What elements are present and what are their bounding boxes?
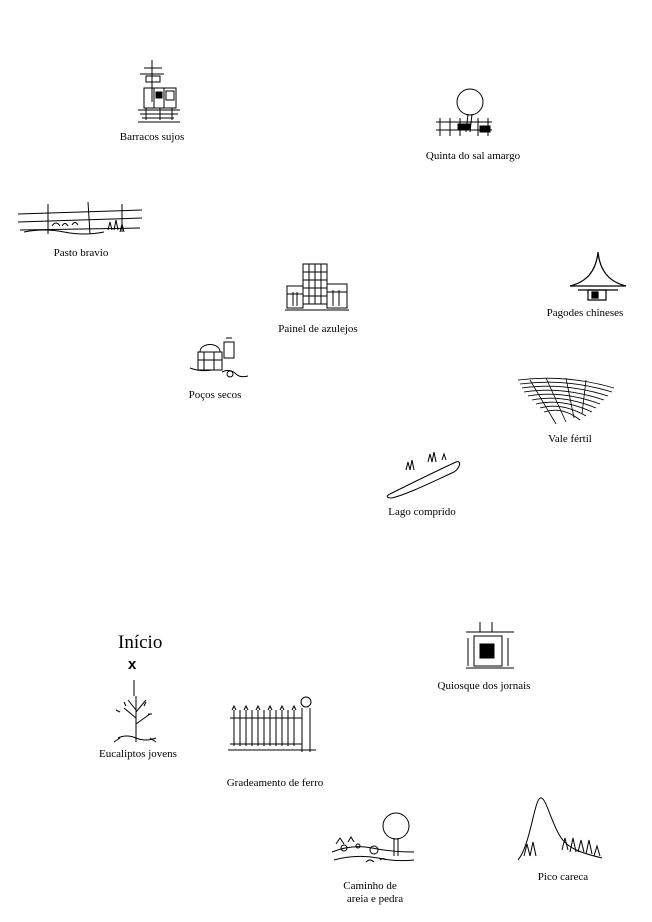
- label-eucaliptos-jovens: Eucaliptos jovens: [99, 748, 177, 760]
- label-vale-fertil: Vale fértil: [548, 433, 592, 445]
- iron-railing-icon: [222, 694, 322, 756]
- start-marker: x: [128, 656, 137, 673]
- label-caminho-line1: Caminho de: [343, 880, 397, 892]
- shacks-icon: [134, 60, 184, 130]
- label-quinta-sal-amargo: Quinta do sal amargo: [425, 150, 521, 162]
- label-caminho-line2: areia e pedra: [346, 893, 404, 905]
- start-title: Início: [118, 632, 163, 653]
- label-gradeamento-ferro: Gradeamento de ferro: [226, 777, 324, 789]
- pagoda-icon: [568, 252, 628, 302]
- dry-well-icon: [186, 334, 250, 384]
- label-barracos-sujos: Barracos sujos: [119, 131, 185, 143]
- label-pagodes-chineses: Pagodes chineses: [546, 307, 624, 319]
- label-pocos-secos: Poços secos: [188, 389, 242, 401]
- label-lago-comprido: Lago comprido: [388, 506, 456, 518]
- label-painel-azulejos: Painel de azulejos: [278, 323, 358, 335]
- fence-pasture-icon: [18, 200, 144, 240]
- long-lake-icon: [386, 450, 462, 500]
- bald-peak-icon: [516, 796, 606, 862]
- fertile-valley-icon: [516, 374, 616, 426]
- label-quiosque-jornais: Quiosque dos jornais: [437, 680, 531, 692]
- sand-stone-path-icon: [330, 808, 416, 872]
- newsstand-icon: [462, 618, 518, 674]
- label-pasto-bravio: Pasto bravio: [53, 247, 109, 259]
- farm-tree-icon: [432, 86, 496, 142]
- young-eucalyptus-icon: [108, 680, 164, 746]
- tile-panel-icon: [283, 262, 351, 320]
- label-pico-careca: Pico careca: [537, 871, 589, 883]
